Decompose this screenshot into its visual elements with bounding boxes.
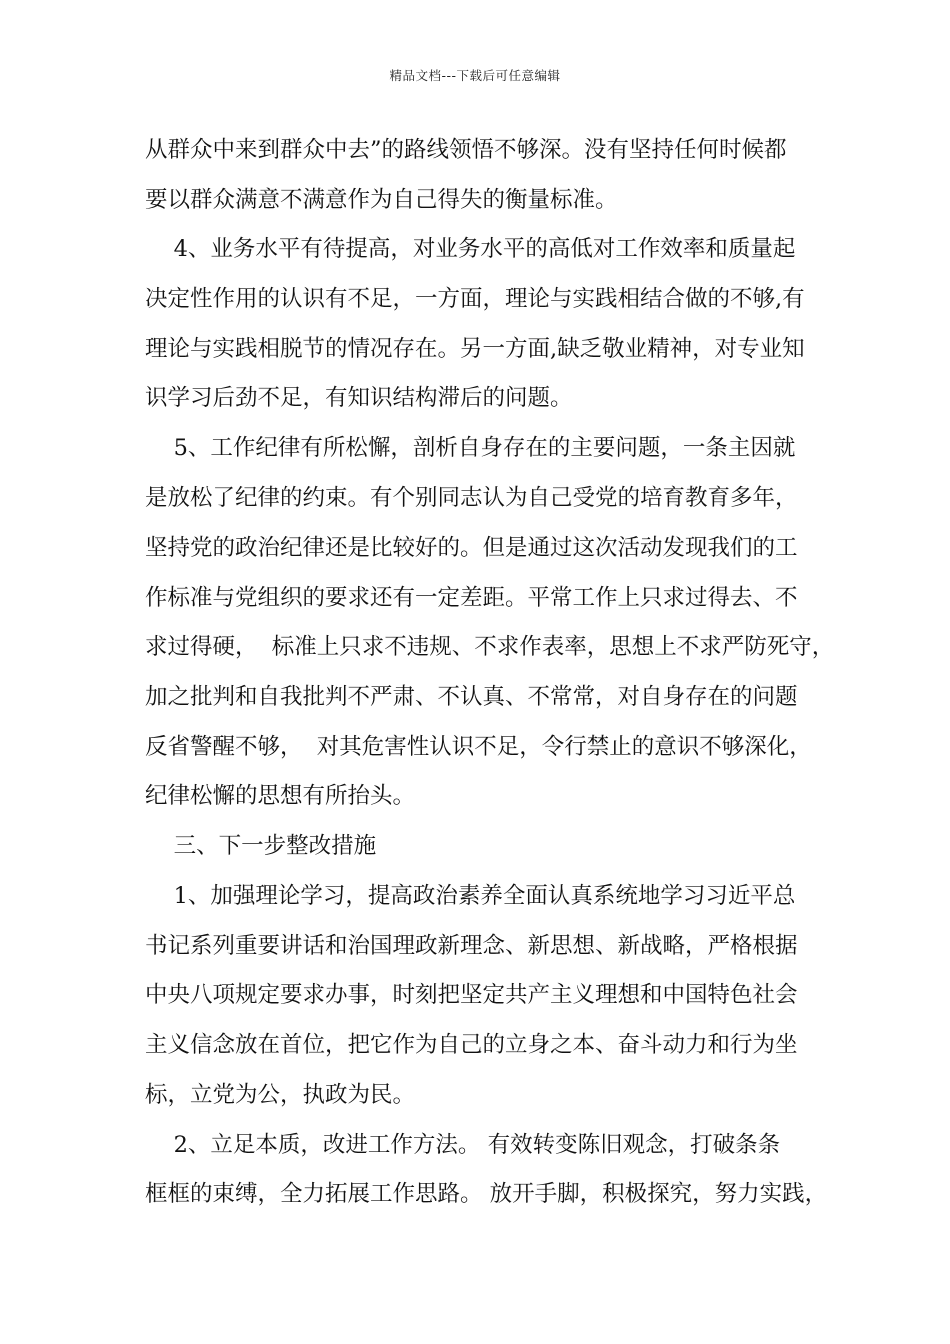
- section-heading: 三、下一步整改措施: [145, 833, 377, 859]
- text-line: 反省警醒不够， 对其危害性认识不足，令行禁止的意识不够深化，: [145, 734, 812, 760]
- text-line: 书记系列重要讲话和治国理政新理念、新思想、新战略，严格根据: [145, 933, 798, 959]
- text-line: 标，立党为公，执政为民。: [145, 1082, 416, 1108]
- text-line: 坚持党的政治纪律还是比较好的。但是通过这次活动发现我们的工: [145, 535, 798, 561]
- text-line: 求过得硬， 标准上只求不违规、不求作表率，思想上不求严防死守，: [145, 634, 835, 660]
- text-line: 是放松了纪律的约束。有个别同志认为自己受党的培育教育多年，: [145, 485, 798, 511]
- text-line: 从群众中来到群众中去”的路线领悟不够深。没有坚持任何时候都: [145, 137, 787, 163]
- text-line: 作标准与党组织的要求还有一定差距。平常工作上只求过得去、不: [145, 585, 798, 611]
- text-line: 纪律松懈的思想有所抬头。: [145, 783, 416, 809]
- text-line: 识学习后劲不足，有知识结构滞后的问题。: [145, 385, 573, 411]
- text-line: 中央八项规定要求办事，时刻把坚定共产主义理想和中国特色社会: [145, 982, 798, 1008]
- text-line: 4、业务水平有待提高，对业务水平的高低对工作效率和质量起: [145, 236, 796, 262]
- text-line: 决定性作用的认识有不足，一方面，理论与实践相结合做的不够,有: [145, 286, 805, 312]
- text-line: 理论与实践相脱节的情况存在。另一方面,缺乏敬业精神，对专业知: [145, 336, 805, 362]
- text-line: 要以群众满意不满意作为自己得失的衡量标准。: [145, 187, 618, 213]
- text-line: 加之批判和自我批判不严肃、不认真、不常常，对自身存在的问题: [145, 684, 798, 710]
- text-line: 主义信念放在首位，把它作为自己的立身之本、奋斗动力和行为坐: [145, 1032, 798, 1058]
- text-line: 1、加强理论学习，提高政治素养全面认真系统地学习习近平总: [145, 883, 796, 909]
- text-line: 5、工作纪律有所松懈，剖析自身存在的主要问题，一条主因就: [145, 435, 796, 461]
- text-line: 2、立足本质，改进工作方法。 有效转变陈旧观念，打破条条: [145, 1132, 781, 1158]
- text-line: 框框的束缚，全力拓展工作思路。 放开手脚，积极探究，努力实践，: [145, 1181, 828, 1207]
- page-header: 精品文档---下载后可任意编辑: [389, 68, 561, 83]
